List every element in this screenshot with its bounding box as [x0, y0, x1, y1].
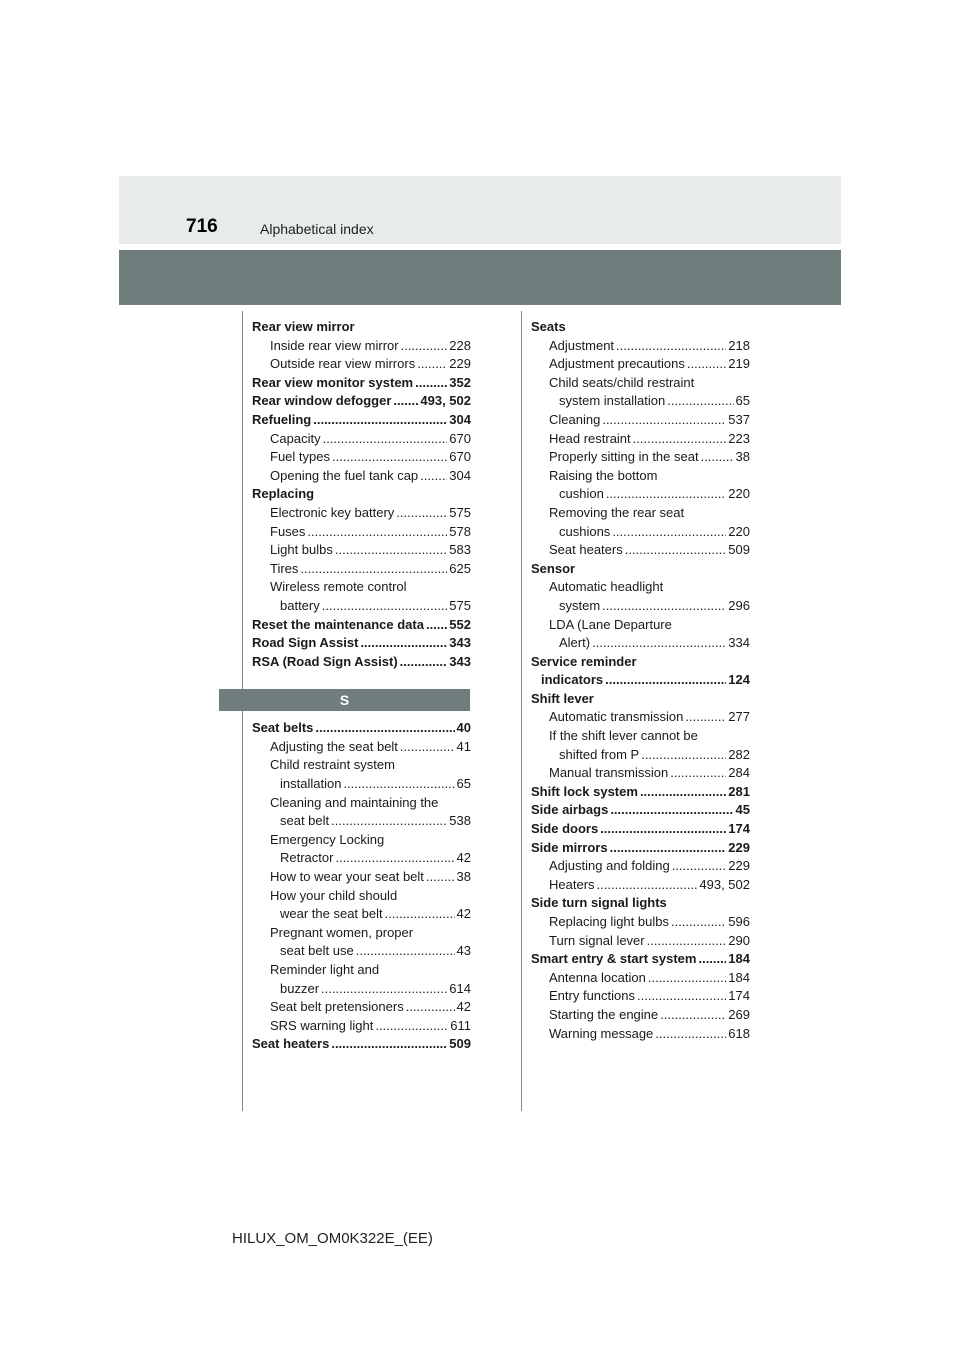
dot-leader — [426, 868, 455, 887]
index-entry — [531, 690, 750, 709]
index-entry-term: Child restraint system — [270, 757, 395, 773]
index-list-s — [252, 719, 471, 1054]
index-entry — [252, 485, 471, 504]
header-band — [119, 250, 841, 305]
index-column-right — [531, 318, 750, 1043]
dot-leader — [322, 597, 448, 616]
index-entry-page: 65 — [735, 393, 750, 409]
index-entry-page: 625 — [449, 560, 471, 576]
index-entry — [531, 355, 750, 374]
index-entry-term: How to wear your seat belt — [270, 869, 424, 885]
dot-leader — [667, 392, 733, 411]
index-entry-page: 219 — [728, 356, 750, 372]
index-entry-term: Side mirrors — [531, 839, 608, 855]
index-entry-term: cushion — [559, 486, 604, 502]
index-entry-page: 223 — [728, 430, 750, 446]
index-entry-page: 537 — [728, 411, 750, 427]
index-entry-page: 343 — [449, 653, 471, 669]
dot-leader — [670, 764, 726, 783]
index-entry-page: 343 — [449, 635, 471, 651]
dot-leader — [602, 411, 726, 430]
index-entry-term: Seat heaters — [549, 542, 623, 558]
index-entry-term: installation — [280, 776, 342, 792]
index-entry-term: Head restraint — [549, 430, 631, 446]
column-divider-right — [521, 311, 522, 1111]
index-entry — [531, 987, 750, 1006]
dot-leader — [647, 932, 727, 951]
index-list-s-continued — [531, 318, 750, 1043]
index-entry-term: Reminder light and — [270, 962, 380, 977]
dot-leader — [610, 839, 727, 858]
index-entry — [252, 337, 471, 356]
index-entry-term: Cleaning and maintaining the — [270, 794, 439, 810]
index-entry-page: 578 — [449, 523, 471, 539]
index-entry — [252, 794, 471, 813]
dot-leader — [335, 849, 454, 868]
index-entry-term: Seat heaters — [252, 1036, 330, 1052]
index-letter-heading: S — [219, 689, 470, 711]
index-entry-term: seat belt use — [280, 943, 354, 959]
index-entry-page: 509 — [449, 1036, 471, 1052]
index-entry — [531, 597, 750, 616]
index-entry-term: Rear window defogger — [252, 393, 392, 409]
dot-leader — [592, 634, 726, 653]
index-entry-term: Fuses — [270, 523, 306, 539]
index-entry-term: Properly sitting in the seat — [549, 449, 699, 465]
index-entry — [531, 578, 750, 597]
index-entry-term: SRS warning light — [270, 1017, 374, 1033]
index-entry-page: 228 — [449, 337, 471, 353]
index-entry-term: Adjusting and folding — [549, 858, 670, 874]
index-entry — [252, 504, 471, 523]
index-entry-term: Seat belts — [252, 720, 314, 736]
index-entry-term: Retractor — [280, 850, 334, 866]
index-entry — [252, 523, 471, 542]
index-entry — [531, 950, 750, 969]
index-entry-term: Pregnant women, proper — [270, 924, 414, 940]
index-entry — [252, 448, 471, 467]
page-number: 716 — [186, 216, 218, 237]
index-entry-page: 218 — [728, 337, 750, 353]
index-entry-page: 575 — [449, 597, 471, 613]
index-entry-term: Child seats/child restraint — [549, 374, 695, 390]
index-entry — [531, 857, 750, 876]
index-entry — [531, 337, 750, 356]
index-entry-page: 65 — [456, 776, 471, 792]
index-entry — [531, 727, 750, 746]
dot-leader — [687, 355, 726, 374]
index-entry-page: 220 — [728, 486, 750, 502]
index-entry-term: Alert) — [559, 635, 591, 651]
index-entry — [252, 812, 471, 831]
index-entry-term: Road Sign Assist — [252, 635, 359, 651]
index-entry — [252, 634, 471, 653]
index-entry — [531, 969, 750, 988]
index-entry-term: Seats — [531, 319, 566, 334]
index-entry-term: Outside rear view mirrors — [270, 356, 416, 372]
index-entry-term: system — [559, 597, 601, 613]
index-entry — [531, 616, 750, 635]
dot-leader — [401, 337, 448, 356]
index-entry-term: Rear view mirror — [252, 319, 355, 334]
index-entry — [252, 942, 471, 961]
dot-leader — [331, 812, 447, 831]
dot-leader — [640, 783, 726, 802]
index-entry-page: 184 — [728, 969, 750, 985]
dot-leader — [672, 857, 727, 876]
index-entry-page: 229 — [728, 839, 750, 855]
index-entry-term: Rear view monitor system — [252, 374, 414, 390]
index-entry — [252, 374, 471, 393]
dot-leader — [612, 523, 726, 542]
index-entry — [531, 932, 750, 951]
index-entry — [252, 578, 471, 597]
index-entry — [252, 1035, 471, 1054]
dot-leader — [417, 355, 447, 374]
index-entry — [531, 839, 750, 858]
index-entry-term: Seat belt pretensioners — [270, 999, 404, 1015]
index-entry — [252, 961, 471, 980]
dot-leader — [600, 820, 726, 839]
index-entry-page: 304 — [449, 411, 471, 427]
index-entry-term: system installation — [559, 393, 666, 409]
index-entry-term: Fuel types — [270, 449, 330, 465]
index-entry — [531, 392, 750, 411]
dot-leader — [375, 1017, 448, 1036]
index-entry-term: Shift lock system — [531, 783, 638, 799]
index-entry-term: Starting the engine — [549, 1006, 659, 1022]
dot-leader — [637, 987, 726, 1006]
index-entry — [252, 467, 471, 486]
index-entry-term: Capacity — [270, 430, 321, 446]
index-entry — [252, 653, 471, 672]
index-entry-page: 284 — [728, 765, 750, 781]
index-entry — [252, 355, 471, 374]
dot-leader — [671, 913, 726, 932]
index-entry-page: 614 — [449, 980, 471, 996]
dot-leader — [321, 980, 447, 999]
index-entry-page: 229 — [449, 356, 471, 372]
dot-leader — [602, 597, 726, 616]
index-entry-term: Adjustment precautions — [549, 356, 685, 372]
index-entry-term: Heaters — [549, 876, 595, 892]
dot-leader — [420, 467, 447, 486]
index-entry-page: 281 — [728, 783, 750, 799]
index-entry-page: 296 — [728, 597, 750, 613]
section-title: Alphabetical index — [260, 221, 374, 237]
index-entry-term: buzzer — [280, 980, 320, 996]
dot-leader — [396, 504, 447, 523]
index-entry — [252, 318, 471, 337]
index-entry — [252, 998, 471, 1017]
index-entry — [252, 560, 471, 579]
index-column-left — [252, 318, 471, 1054]
index-entry-term: Reset the maintenance data — [252, 616, 424, 632]
index-entry — [531, 634, 750, 653]
index-entry — [252, 1017, 471, 1036]
index-entry-term: Manual transmission — [549, 765, 669, 781]
index-entry-term: Smart entry & start system — [531, 951, 697, 967]
dot-leader — [685, 708, 726, 727]
index-entry-term: Adjusting the seat belt — [270, 738, 398, 754]
index-entry — [531, 894, 750, 913]
index-entry — [531, 523, 750, 542]
index-entry-term: RSA (Road Sign Assist) — [252, 653, 398, 669]
dot-leader — [400, 653, 448, 672]
index-entry-page: 552 — [449, 616, 471, 632]
index-entry — [531, 504, 750, 523]
index-entry — [252, 541, 471, 560]
index-entry-term: Adjustment — [549, 337, 615, 353]
dot-leader — [331, 1035, 447, 1054]
index-entry-page: 538 — [449, 813, 471, 829]
index-entry-term: Wireless remote control — [270, 579, 407, 595]
dot-leader — [300, 560, 447, 579]
index-entry-term: Warning message — [549, 1025, 654, 1041]
index-entry — [252, 905, 471, 924]
dot-leader — [698, 950, 726, 969]
index-entry-term: wear the seat belt — [280, 906, 383, 922]
index-entry-term: indicators — [541, 672, 604, 688]
index-entry-page: 42 — [456, 906, 471, 922]
dot-leader — [633, 430, 727, 449]
index-entry-term: battery — [280, 597, 320, 613]
index-entry — [531, 708, 750, 727]
index-entry-page: 42 — [456, 999, 471, 1015]
index-entry — [252, 411, 471, 430]
index-entry-term: Side doors — [531, 821, 599, 837]
dot-leader — [655, 1025, 726, 1044]
index-entry-page: 334 — [728, 635, 750, 651]
index-entry — [531, 783, 750, 802]
index-entry-page: 611 — [450, 1017, 471, 1033]
index-entry-term: cushions — [559, 523, 611, 539]
index-entry — [531, 876, 750, 895]
dot-leader — [406, 998, 455, 1017]
dot-leader — [426, 616, 447, 635]
index-entry-page: 596 — [728, 914, 750, 929]
dot-leader — [616, 337, 726, 356]
index-entry-page: 41 — [456, 738, 471, 754]
index-entry-term: Sensor — [531, 560, 576, 576]
dot-leader — [400, 738, 455, 757]
index-entry — [252, 392, 471, 411]
index-entry — [252, 719, 471, 738]
index-list-r — [252, 318, 471, 671]
index-entry-term: Refueling — [252, 411, 312, 427]
index-entry-page: 670 — [449, 430, 471, 446]
index-entry-term: Replacing light bulbs — [549, 914, 669, 929]
index-entry-page: 575 — [449, 504, 471, 520]
index-entry-page: 277 — [728, 709, 750, 725]
index-entry — [531, 560, 750, 579]
index-entry-term: seat belt — [280, 813, 330, 829]
dot-leader — [356, 942, 455, 961]
dot-leader — [393, 392, 418, 411]
index-entry-page: 493, 502 — [420, 393, 471, 409]
index-entry — [252, 430, 471, 449]
index-entry — [531, 467, 750, 486]
index-entry — [531, 671, 750, 690]
dot-leader — [385, 905, 455, 924]
index-entry-page: 304 — [449, 467, 471, 483]
document-footer: HILUX_OM_OM0K322E_(EE) — [232, 1230, 433, 1247]
dot-leader — [605, 671, 726, 690]
index-entry-term: Service reminder — [531, 653, 637, 669]
index-entry-term: Light bulbs — [270, 542, 333, 558]
index-entry-term: Automatic headlight — [549, 579, 664, 595]
dot-leader — [323, 430, 448, 449]
dot-leader — [415, 374, 447, 393]
index-entry — [252, 980, 471, 999]
dot-leader — [660, 1006, 726, 1025]
dot-leader — [625, 541, 727, 560]
dot-leader — [360, 634, 447, 653]
index-entry-page: 38 — [456, 869, 471, 885]
dot-leader — [701, 448, 734, 467]
index-entry-term: Side turn signal lights — [531, 895, 667, 911]
index-entry-term: Emergency Locking — [270, 831, 385, 847]
dot-leader — [648, 969, 726, 988]
index-entry — [531, 485, 750, 504]
dot-leader — [343, 775, 454, 794]
index-entry-term: Turn signal lever — [549, 932, 645, 948]
header-bar — [119, 176, 841, 244]
index-entry-page: 282 — [728, 746, 750, 762]
index-entry — [252, 597, 471, 616]
index-entry — [531, 411, 750, 430]
index-entry — [252, 756, 471, 775]
index-entry — [252, 738, 471, 757]
index-entry-page: 290 — [728, 932, 750, 948]
index-entry — [531, 541, 750, 560]
index-entry-page: 40 — [456, 720, 471, 736]
index-entry — [531, 430, 750, 449]
index-entry-page: 184 — [728, 951, 750, 967]
index-entry — [531, 653, 750, 672]
index-entry-term: Cleaning — [549, 411, 601, 427]
index-entry-term: Antenna location — [549, 969, 646, 985]
dot-leader — [307, 523, 447, 542]
index-entry-page: 509 — [728, 542, 750, 558]
index-entry-term: Inside rear view mirror — [270, 337, 399, 353]
index-entry-term: shifted from P — [559, 746, 640, 762]
index-entry — [252, 831, 471, 850]
index-entry-page: 174 — [728, 821, 750, 837]
index-entry — [531, 448, 750, 467]
index-entry-page: 583 — [449, 542, 471, 558]
index-entry — [531, 801, 750, 820]
index-entry — [252, 868, 471, 887]
index-entry — [252, 887, 471, 906]
index-entry-page: 45 — [735, 802, 750, 818]
index-entry-page: 174 — [728, 988, 750, 1004]
index-entry-page: 38 — [735, 449, 750, 465]
index-entry-page: 229 — [728, 858, 750, 874]
index-entry — [252, 924, 471, 943]
dot-leader — [332, 448, 447, 467]
index-entry — [531, 374, 750, 393]
index-entry-term: Replacing — [252, 486, 315, 502]
dot-leader — [313, 411, 447, 430]
index-entry-term: How your child should — [270, 887, 398, 903]
index-entry — [531, 318, 750, 337]
index-entry-term: Electronic key battery — [270, 504, 395, 520]
index-entry — [531, 1025, 750, 1044]
index-entry-page: 124 — [728, 672, 750, 688]
index-entry — [252, 849, 471, 868]
index-entry — [531, 913, 750, 932]
index-entry-term: Side airbags — [531, 802, 609, 818]
dot-leader — [315, 719, 454, 738]
index-entry — [531, 1006, 750, 1025]
dot-leader — [606, 485, 726, 504]
index-entry-term: Tires — [270, 560, 299, 576]
index-entry-term: Automatic transmission — [549, 709, 684, 725]
index-entry-page: 493, 502 — [699, 876, 750, 892]
index-entry-term: Opening the fuel tank cap — [270, 467, 419, 483]
index-entry — [531, 764, 750, 783]
index-entry — [252, 616, 471, 635]
index-entry-page: 220 — [728, 523, 750, 539]
index-entry-term: If the shift lever cannot be — [549, 728, 698, 744]
index-entry-term: Removing the rear seat — [549, 504, 685, 520]
index-entry-term: Shift lever — [531, 690, 594, 706]
index-entry-term: LDA (Lane Departure — [549, 616, 672, 632]
index-entry-page: 670 — [449, 449, 471, 465]
index-entry — [531, 820, 750, 839]
dot-leader — [335, 541, 447, 560]
index-entry — [531, 746, 750, 765]
dot-leader — [610, 801, 733, 820]
index-entry-page: 352 — [449, 374, 471, 390]
index-entry-page: 618 — [728, 1025, 750, 1041]
index-entry-term: Raising the bottom — [549, 467, 658, 483]
dot-leader — [641, 746, 726, 765]
index-entry — [252, 775, 471, 794]
index-entry-page: 43 — [456, 943, 471, 959]
index-entry-page: 269 — [728, 1006, 750, 1022]
index-entry-page: 42 — [456, 850, 471, 866]
dot-leader — [597, 876, 698, 895]
index-entry-term: Entry functions — [549, 988, 635, 1004]
